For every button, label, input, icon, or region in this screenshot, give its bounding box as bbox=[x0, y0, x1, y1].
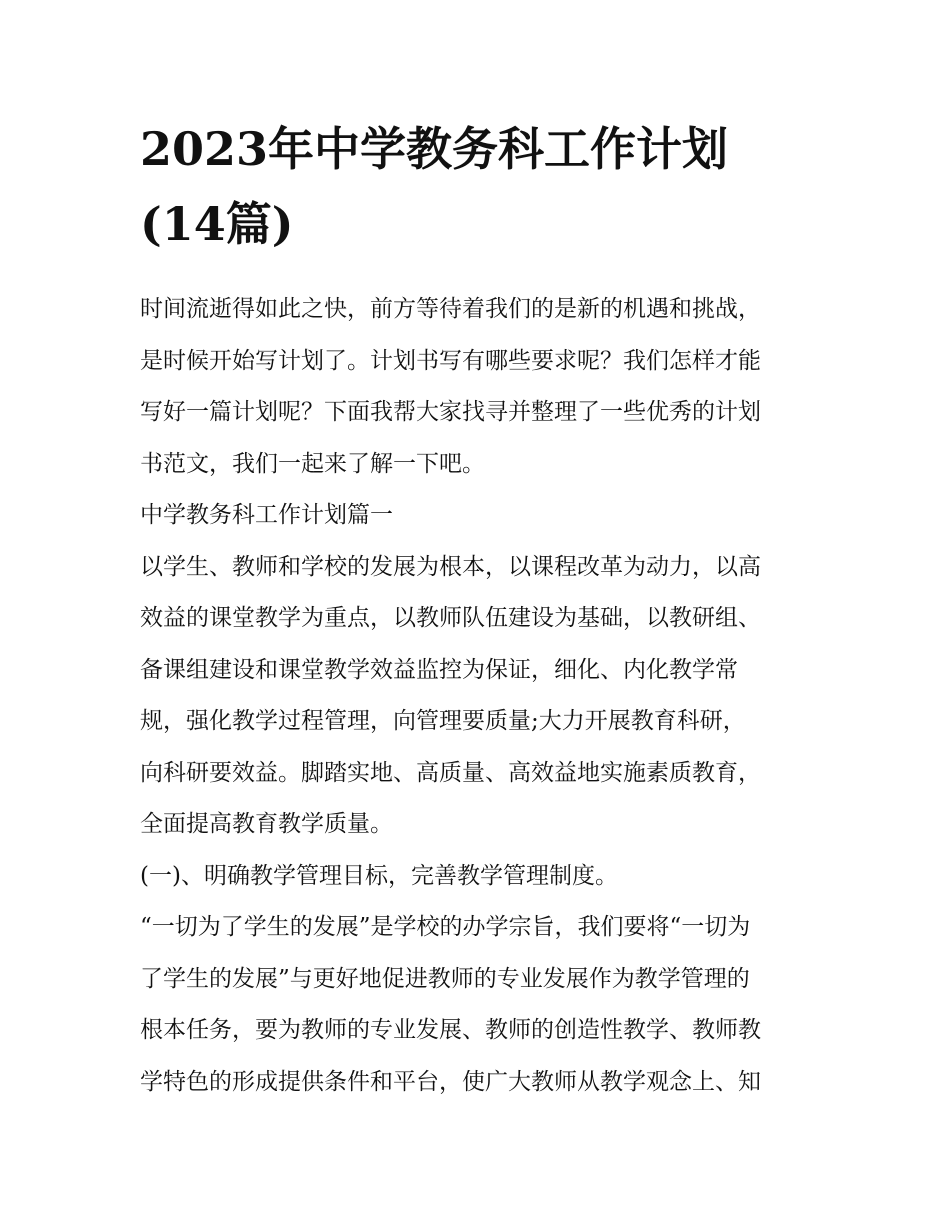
text-line: 以学生、教师和学校的发展为根本，以课程改革为动力，以高 bbox=[140, 553, 761, 580]
document-title bbox=[140, 112, 820, 262]
text-line: 中学教务科工作计划篇一 bbox=[140, 502, 393, 528]
document-content bbox=[140, 112, 820, 1108]
text-line: 时间流逝得如此之快，前方等待着我们的是新的机遇和挑战， bbox=[140, 296, 761, 322]
text-line: 向科研要效益。脚踏实地、高质量、高效益地实施素质教育， bbox=[140, 759, 761, 786]
subsection-heading bbox=[140, 851, 820, 903]
section-heading bbox=[140, 490, 820, 542]
text-line: “一切为了学生的发展”是学校的办学宗旨，我们要将“一切为 bbox=[140, 914, 751, 940]
intro-paragraph bbox=[140, 284, 820, 490]
text-line: 效益的课堂教学为重点，以教师队伍建设为基础，以教研组、 bbox=[140, 605, 761, 631]
text-line: 书范文，我们一起来了解一下吧。 bbox=[140, 450, 485, 477]
text-line: 学特色的形成提供条件和平台，使广大教师从教学观念上、知 bbox=[140, 1068, 761, 1095]
text-line: (一)、明确教学管理目标，完善教学管理制度。 bbox=[140, 862, 618, 889]
text-line: 备课组建设和课堂教学效益监控为保证，细化、内化教学常 bbox=[140, 656, 738, 683]
body-paragraph bbox=[140, 542, 820, 851]
document-title-line: 2023年中学教务科工作计划 bbox=[140, 122, 729, 176]
text-line: 根本任务，要为教师的专业发展、教师的创造性教学、教师教 bbox=[140, 1017, 761, 1043]
text-line: 写好一篇计划呢？下面我帮大家找寻并整理了一些优秀的计划 bbox=[140, 399, 761, 425]
text-line: 全面提高教育教学质量。 bbox=[140, 811, 393, 837]
text-line: 是时候开始写计划了。计划书写有哪些要求呢？我们怎样才能 bbox=[140, 347, 761, 374]
document-title-line: (14篇) bbox=[140, 197, 294, 251]
body-paragraph bbox=[140, 902, 820, 1108]
text-line: 了学生的发展”与更好地促进教师的专业发展作为教学管理的 bbox=[140, 965, 750, 992]
text-line: 规，强化教学过程管理，向管理要质量;大力开展教育科研， bbox=[140, 708, 746, 734]
document-body bbox=[140, 284, 820, 1108]
